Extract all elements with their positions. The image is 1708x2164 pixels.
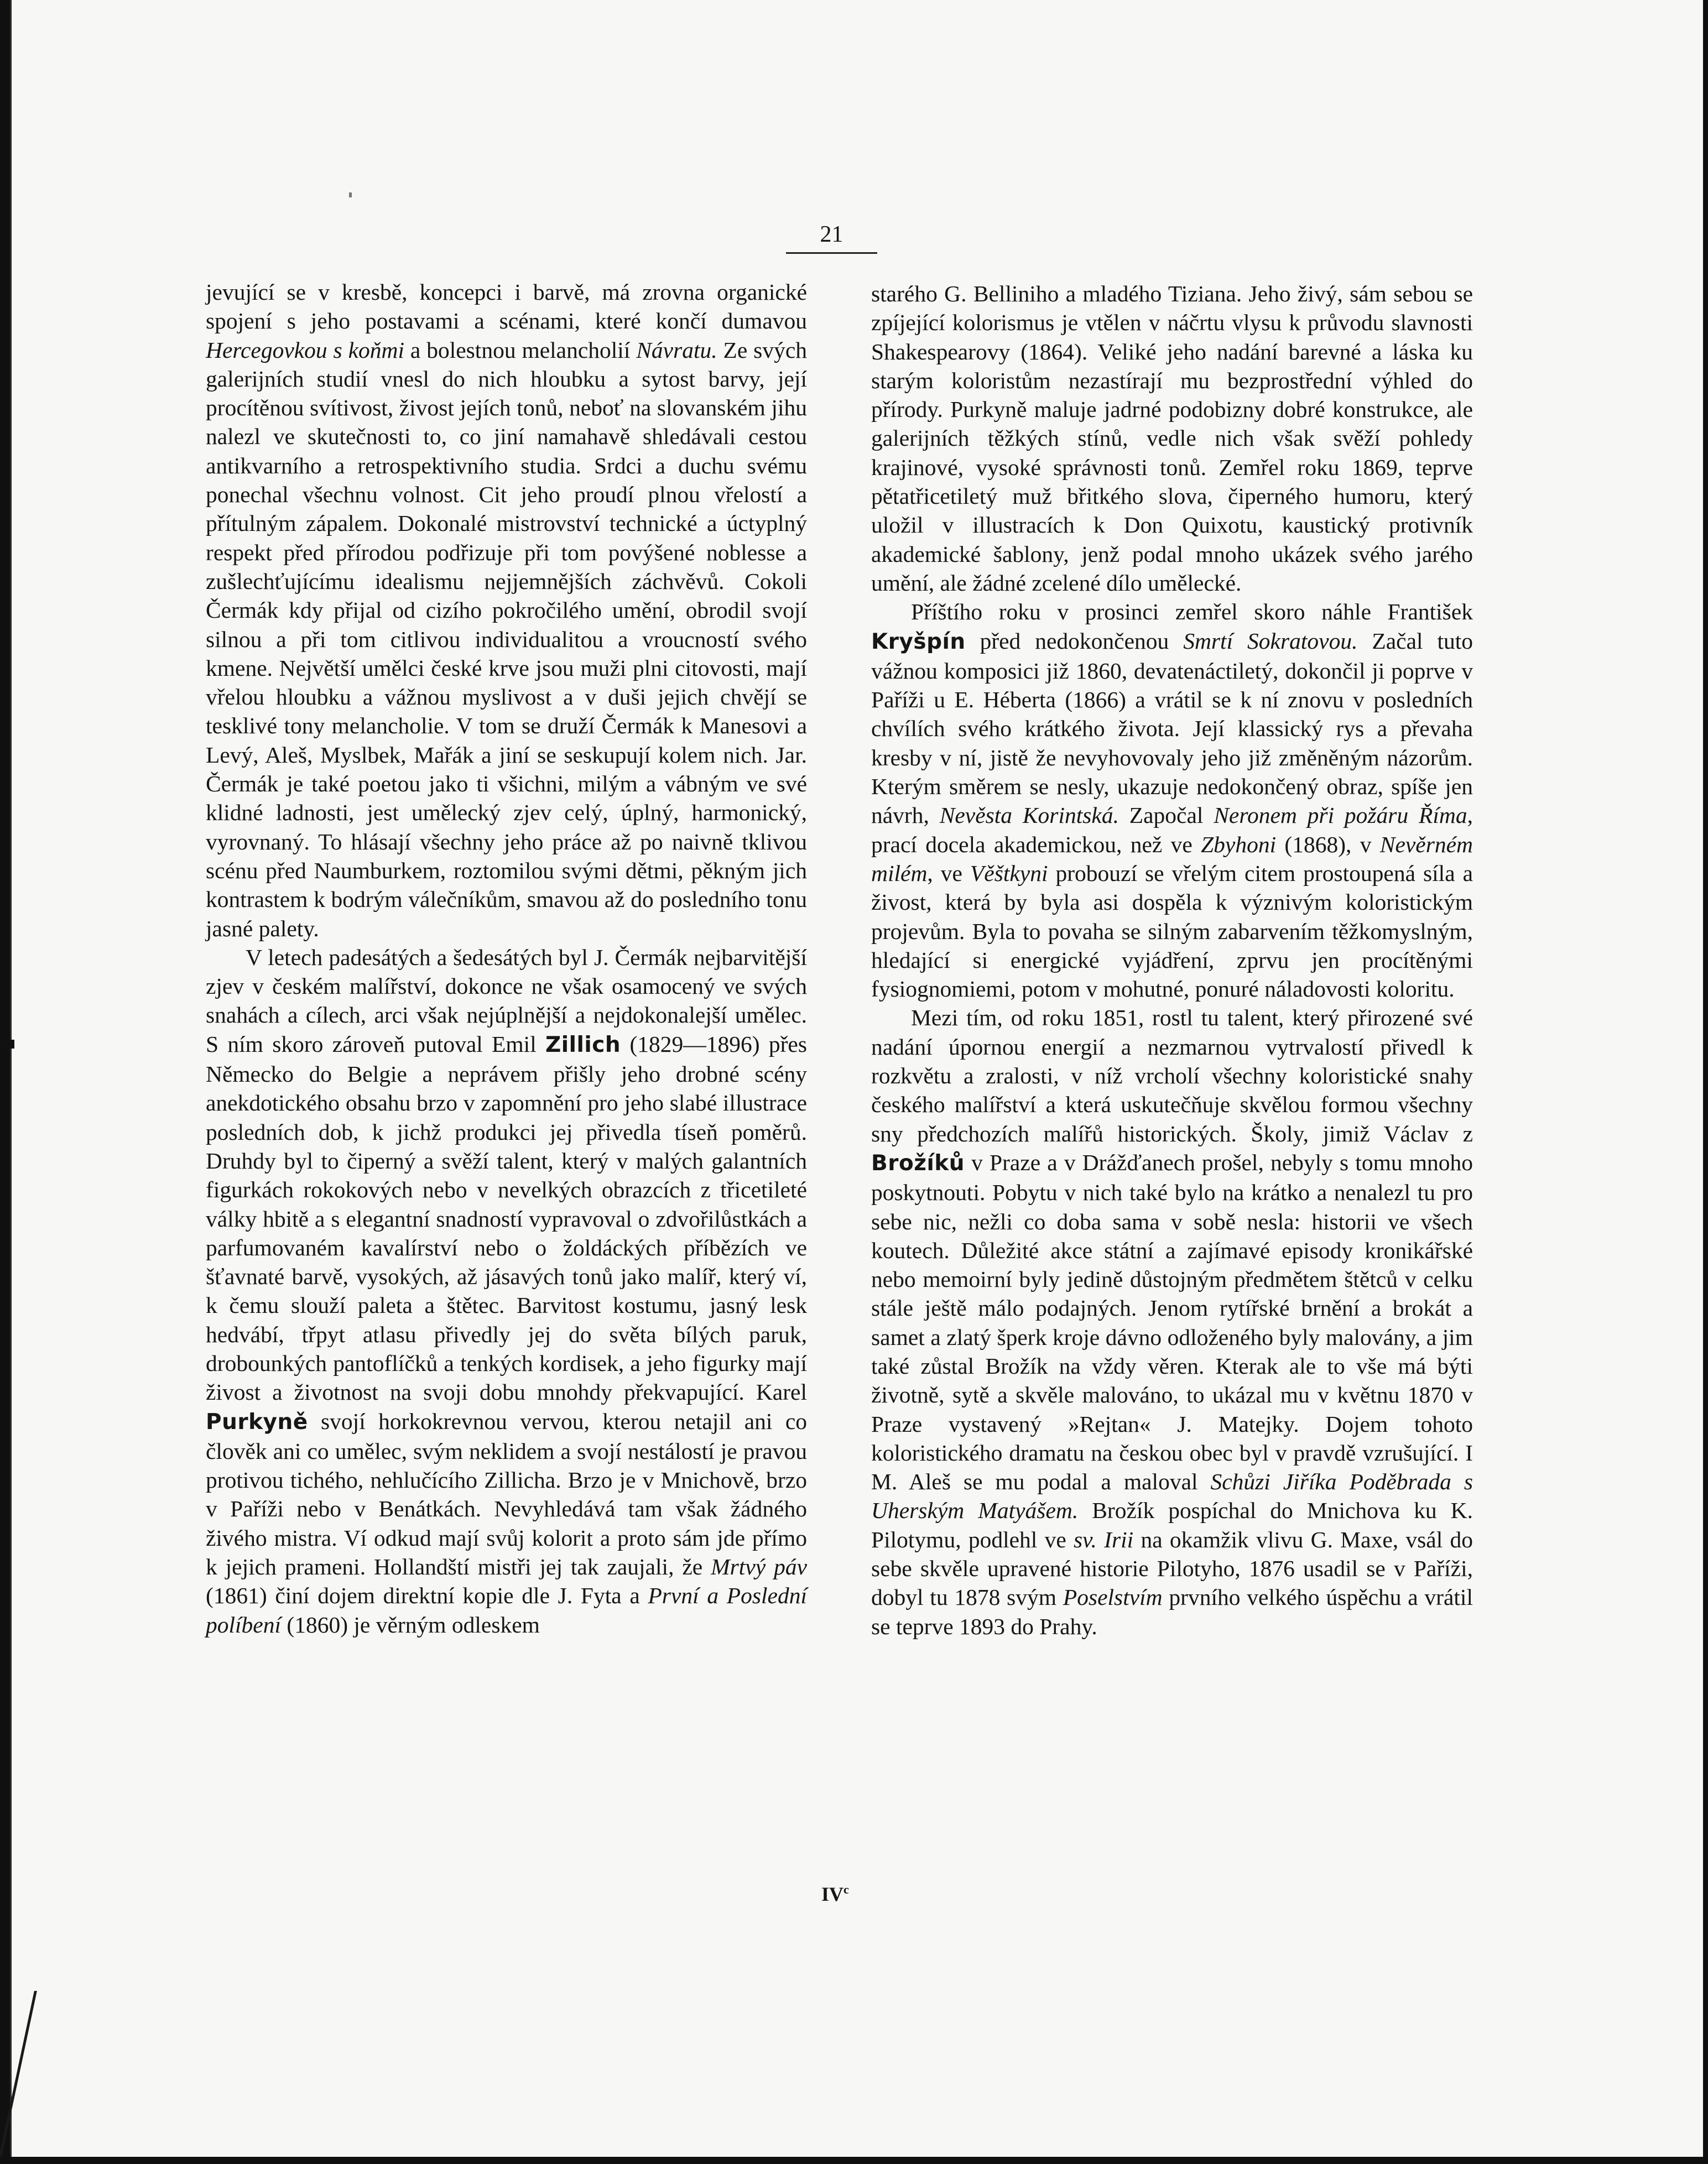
artwork-title: Mrtvý páv (711, 1554, 807, 1580)
scanned-page (10, 0, 1703, 2157)
paragraph-brozik: Mezi tím, od roku 1851, rostl tu talent, který přirozené své nadání úpornou energií a nezmarnou vytrvalostí přivedl k rozkvětu a zralosti, v níž vrcholí všechny koloristické snahy českého malířství a která uskutečňuje skvělou formou všechny sny předchozích malířů historických. Školy, jimiž Václav z Brožíků v Praze a v Drážďanech prošel, nebyly s tomu mnoho poskytnouti. Pobytu v nich také bylo na krátko a nenalezl tu pro sebe nic, nežli co doba sama v sobě nesla: historii ve všech koutech. Důležité akce státní a zajímavé episody kronikářské nebo memoirní byly jedině důstojným předmětem štětců v celku stále ještě málo podajných. Jenom rytířské brnění a brokát a samet a zlatý šperk kroje dávno odloženého byly malovány, a jim také zůstal Brožík na vždy věren. Kterak ale to vše má býti životně, sytě a skvěle malováno, to ukázal mu v květnu 1870 v Praze vystavený »Rejtan« J. Matejky. Dojem tohoto koloristického dramatu na českou obec byl v pravdě vzrušující. I M. Aleš se mu podal a maloval Schůzi Jiříka Poděbrada s Uherským Matyášem. Brožík pospíchal do Mnichova ku K. Pilotymu, podlehl ve sv. Irii na okamžik vlivu G. Maxe, vsál do sebe skvěle upravené historie Pilotyho, 1876 usadil se v Paříži, dobyl tu 1878 svým Poselstvím prvního velkého úspěchu a vrátil se teprve 1893 do Prahy. (871, 1005, 1473, 1639)
artwork-title: Nevěsta Korintská. (939, 802, 1119, 828)
page-number: 21 (786, 221, 877, 254)
artwork-title: Nevěrném milém (871, 831, 1473, 886)
artist-name: Kryšpín (871, 629, 966, 654)
artist-name: Brožíků (871, 1150, 965, 1176)
artwork-title: Zbyhoni (1201, 831, 1277, 857)
artwork-title: Návratu. (636, 337, 717, 363)
scan-edge-mark (0, 1040, 14, 1049)
left-column (206, 278, 807, 1639)
scan-speck (349, 192, 352, 197)
artwork-title: Neronem při požáru Říma (1214, 802, 1467, 828)
paragraph-zillich-purkyne: V letech padesátých a šedesátých byl J. Čermák nejbarvitější zjev v českém malířství, dokonce ne však osamocený ve svých snahách a cílech, arci však nejúplnější a nejdokonalejší umělec. S ním skoro zároveň putoval Emil Zillich (1829—1896) přes Německo do Belgie a neprávem přišly jeho drobné scény anekdotického obsahu brzo v zapomnění pro jeho slabé illustrace posledních dob, k jichž produkci jej přivedla tíseň poměrů. Druhdy byl to čiperný a svěží talent, který v malých galantních figurkách rokokových nebo v nevelkých obrazcích z třicetileté války hbitě a s elegantní snadností vypravoval o zdvořilůstkách a parfumovaném kavalírství nebo o žoldáckých příbězích ve šťavnaté barvě, vysokých, až jásavých tonů jako malíř, který ví, k čemu slouží paleta a štětec. Barvitost kostumu, jasný lesk hedvábí, třpyt atlasu přivedly jej do světa bílých paruk, drobounkých pantoflíčků a tenkých kordisek, a jeho figurky mají živost a životnost na svoji dobu mnohdy překvapující. Karel Purkyně svojí horkokrevnou vervou, kterou netajil ani co člověk ani co umělec, svým neklidem a svojí nestálostí je pravou protivou tichého, nehlučícího Zillicha. Brzo je v Mnichově, brzo v Paříži nebo v Benátkách. Nevyhledává tam však žádného živého mistra. Ví odkud mají svůj kolorit a proto sám jde přímo k jejich prameni. Hollandští mistři jej tak zaujali, že Mrtvý páv (1861) činí dojem direktní kopie dle J. Fyta a První a Poslední políbení (1860) je věrným odleskem (206, 944, 808, 1638)
artist-name: Purkyně (206, 1409, 308, 1435)
paragraph-purkyne-continued: starého G. Belliniho a mladého Tiziana. Jeho živý, sám sebou se zpíjející kolorismus je vtělen v náčrtu vlysu k průvodu slavnosti Shakespearovy (1864). Veliké jeho nadání barevné a láska ku starým koloristům nezastírají mu bezprostřední výhled do přírody. Purkyně maluje jadrné podobizny dobré konstrukce, ale galerijních těžkých stínů, vedle nich však svěží pohledy krajinové, vysoké správnosti tonů. Zemřel roku 1869, teprve pětatřicetiletý muž břitkého slova, čiperného humoru, který uložil v illustracích k Don Quixotu, kaustický protivník akademické šablony, jenž podal mnoho ukázek svého jarého umění, ale žádné zcelené dílo umělecké. (871, 281, 1473, 596)
artwork-title: Věštkyni (970, 860, 1048, 886)
artwork-title: První a Poslední políbení (206, 1583, 807, 1638)
artist-name: Zillich (545, 1032, 621, 1057)
paragraph-kryspin: Příštího roku v prosinci zemřel skoro náhle František Kryšpín před nedokončenou Smrtí Sokratovou. Začal tuto vážnou komposici již 1860, devatenáctiletý, dokončil ji poprve v Paříži u E. Héberta (1866) a vrátil se k ní znovu v posledních chvílích svého krátkého života. Její klassický rys a převaha kresby v ní, jistě že nevyhovovaly jeho již změněným názorům. Kterým směrem se nesly, ukazuje nedokončený obraz, spíše jen návrh, Nevěsta Korintská. Započal Neronem při požáru Říma, prací docela akademickou, než ve Zbyhoni (1868), v Nevěrném milém, ve Věštkyni probouzí se vřelým citem prostoupená síla a živost, která by byla asi dospěla k význivým koloristickým projevům. Byla to povaha se silným zabarvením těžkomyslným, hledající si energické vyjádření, zprvu jen procítěnými fysiognomiemi, potom v mohutné, ponuré náladovosti koloritu. (871, 599, 1473, 1002)
artwork-title: sv. Irii (1074, 1526, 1134, 1552)
artwork-title: Schůzi Jiříka Poděbrada s Uherským Matyášem. (871, 1469, 1473, 1524)
printer-signature: $IV^c$ (821, 1883, 849, 1905)
paragraph-cermak-continued: jevující se v kresbě, koncepci i barvě, má zrovna organické spojení s jeho postavami a scénami, které končí dumavou Hercegovkou s koňmi a bolestnou melancholií Návratu. Ze svých galerijních studií vnesl do nich hloubku a sytost barvy, její procítěnou svítivost, živost jejích tonů, neboť na slovanském jihu nalezl ve skutečnosti to, co jiní namahavě shledávali cestou antikvarního a retrospektivního studia. Srdci a duchu svému ponechal všechnu volnost. Cit jeho proudí plnou vřelostí a přítulným zápalem. Dokonalé mistrovství technické a úctyplný respekt před přírodou podřizuje při tom povýšené noblesse a zušlechťujícímu idealismu nejjemnějších záchvěvů. Cokoli Čermák kdy přijal od cizího pokročilého umění, obrodil svojí silnou a při tom citlivou individualitou a vroucností svého kmene. Největší umělci české krve jsou muži plni citovosti, mají vřelou hloubku a vážnou myslivost a v duši jejich chvějí se tesklivé tony melancholie. V tom se druží Čermák k Manesovi a Levý, Aleš, Myslbek, Mařák a jiní se seskupují kolem nich. Jar. Čermák je také poetou jako ti všichni, milým a vábným ve své klidné ladnosti, jest umělecký zjev celý, úplný, harmonický, vyrovnaný. To hlásají všechny jeho práce až po naivně tklivou scénu před Naumburkem, roztomilou svými dětmi, pěkným jich kontrastem k bodrým válečníkům, smavou až do posledního tonu jasné palety. (206, 279, 808, 941)
artwork-title: Smrtí Sokratovou. (1183, 628, 1358, 654)
right-column (871, 279, 1473, 1641)
artwork-title: Poselstvím (1063, 1584, 1163, 1610)
artwork-title: Hercegovkou s koňmi (206, 337, 405, 363)
